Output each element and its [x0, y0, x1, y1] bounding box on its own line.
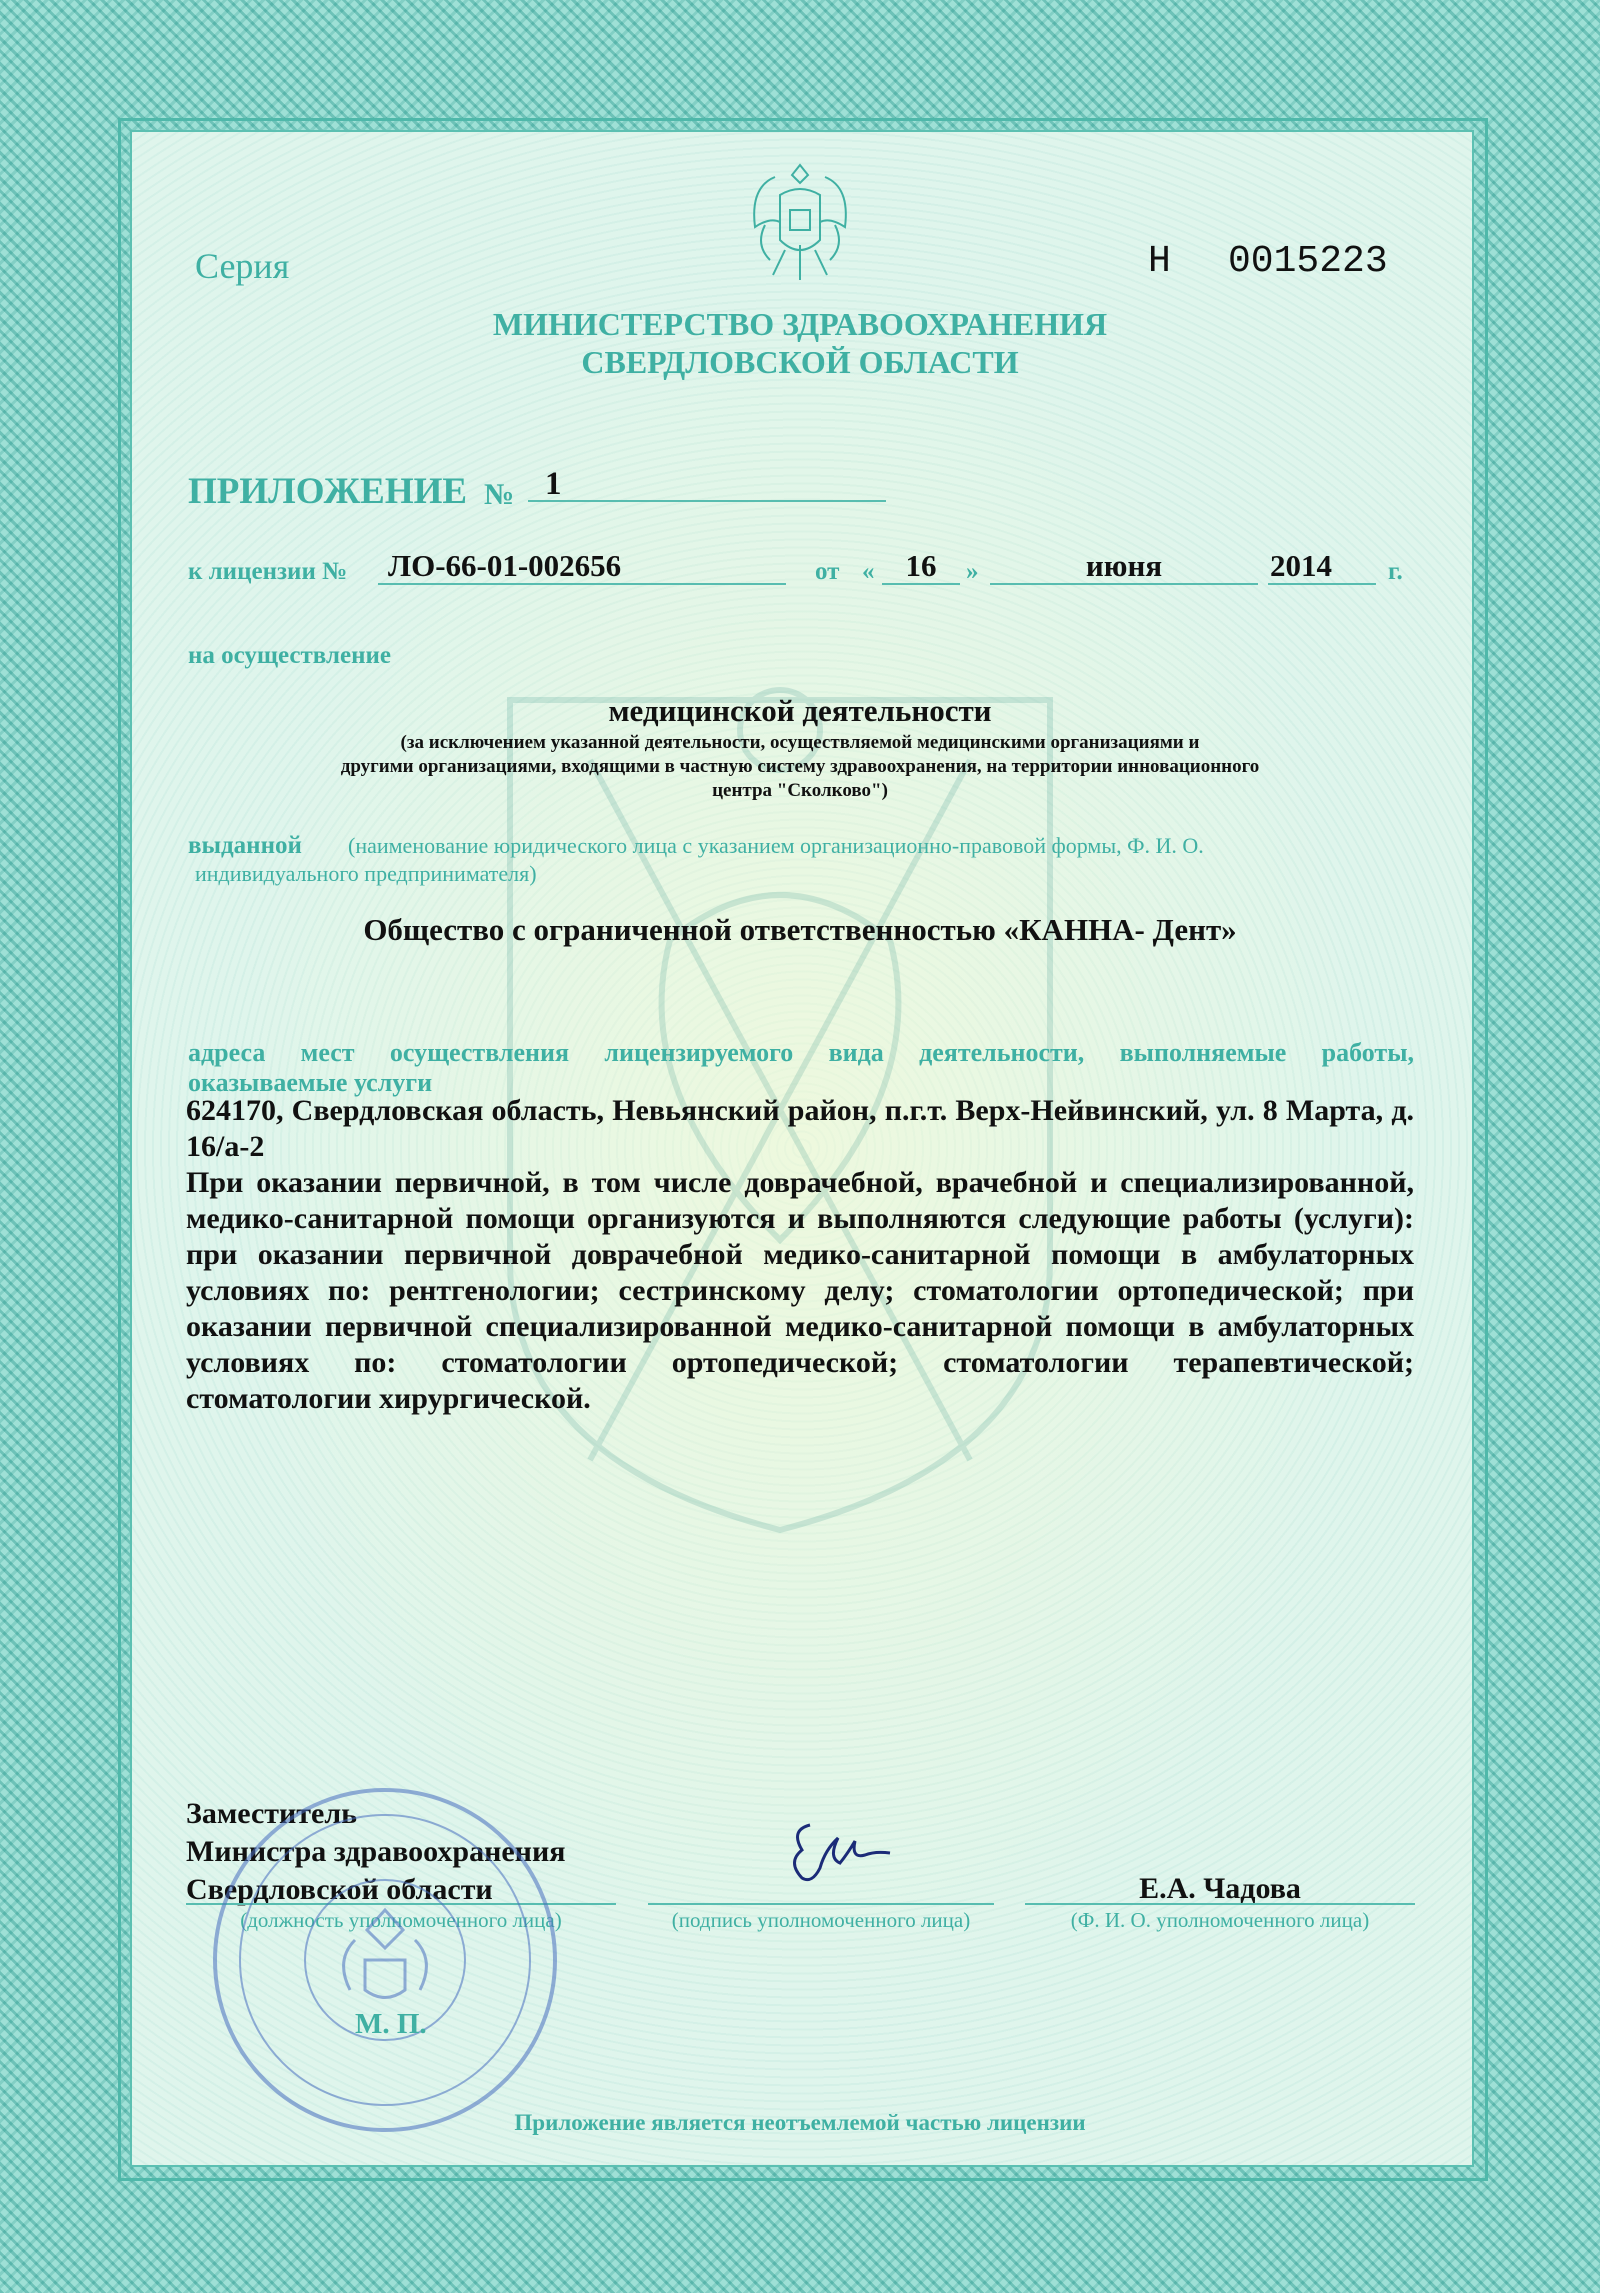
coat-of-arms-emblem — [735, 155, 865, 290]
footer-note: Приложение является неотъемлемой частью лицензии — [514, 2110, 1086, 2135]
activity-title: медицинской деятельности — [608, 693, 992, 728]
activity-note-line-1: (за исключением указанной деятельности, осуществляемой медицинскими организациями и — [400, 732, 1200, 753]
license-number: ЛО-66-01-002656 — [388, 548, 622, 583]
organization-name: Общество с ограниченной ответственностью «КАННА- Дент» — [363, 912, 1237, 947]
addresses-label-line-2: оказываемые услуги — [188, 1068, 433, 1097]
address-text: 624170, Свердловская область, Невьянский район, п.г.т. Верх-Нейвинский, ул. 8 Марта, д. 16/а-2 — [186, 1094, 1414, 1163]
activity-note-line-2: другими организациями, входящими в частную систему здравоохранения, на территории инновационного — [340, 756, 1260, 777]
license-day: 16 — [905, 548, 937, 583]
activity-label: на осуществление — [188, 642, 392, 669]
position-line-1: Заместитель — [186, 1797, 358, 1830]
issued-hint-line-1: (наименование юридического лица с указанием организационно-правовой формы, Ф. И. О. — [348, 833, 1204, 858]
ministry-line-2: СВЕРДЛОВСКОЙ ОБЛАСТИ — [581, 344, 1019, 380]
handwritten-signature — [770, 1810, 920, 1890]
license-month: июня — [1085, 548, 1163, 583]
appendix-number-line — [528, 500, 886, 502]
addresses-label-line-1: адреса мест осуществления лицензируемого вида деятельности, выполняемые работы, — [188, 1038, 1414, 1067]
signature-caption: (подпись уполномоченного лица) — [671, 1908, 971, 1932]
official-seal-stamp — [205, 1780, 565, 2140]
services-text: При оказании первичной, в том числе доврачебной, врачебной и специализированной, медико-санитарной помощи организуются и выполняются следующие работы (услуги): при оказании первичной доврачебной медико-санитарной помощи в амбулаторных условиях по: рентгенологии; сестринскому делу; стоматологии ортопедической; при оказании первичной специализированной медико-санитарной помощи в амбулаторных условиях по: стоматологии ортопедической; стоматологии терапевтической; стоматологии хирургической. — [186, 1166, 1414, 1415]
appendix-num-sign: № — [484, 478, 515, 511]
license-year: 2014 — [1270, 548, 1332, 583]
activity-note — [180, 731, 1420, 803]
appendix-label: ПРИЛОЖЕНИЕ — [188, 471, 468, 512]
license-label: к лицензии № — [188, 558, 348, 585]
position-caption: (должность уполномоченного лица) — [240, 1908, 562, 1932]
appendix-number: 1 — [545, 466, 562, 502]
series-label: Серия — [195, 246, 290, 286]
signatory-name: Е.А. Чадова — [1139, 1872, 1301, 1905]
signature-line — [648, 1903, 994, 1905]
position-line-2: Министра здравоохранения — [186, 1835, 566, 1868]
issued-hint-line-2: индивидуального предпринимателя) — [195, 861, 537, 886]
quote-close: » — [966, 558, 979, 585]
year-suffix: г. — [1388, 558, 1403, 585]
series-letter: Н — [1148, 240, 1171, 283]
seal-label: М. П. — [355, 2008, 427, 2040]
from-label: от — [815, 558, 840, 585]
ministry-title — [400, 305, 1200, 381]
position-line-3: Свердловской области — [186, 1873, 493, 1906]
ministry-line-1: МИНИСТЕРСТВО ЗДРАВООХРАНЕНИЯ — [492, 306, 1108, 342]
name-line — [1025, 1903, 1415, 1905]
issued-label: выданной — [188, 832, 302, 859]
name-caption: (Ф. И. О. уполномоченного лица) — [1070, 1908, 1370, 1932]
series-number: 0015223 — [1228, 240, 1388, 283]
quote-open: « — [862, 558, 875, 585]
activity-note-line-3: центра "Сколково") — [712, 780, 888, 801]
addresses-body — [186, 1093, 1414, 1417]
